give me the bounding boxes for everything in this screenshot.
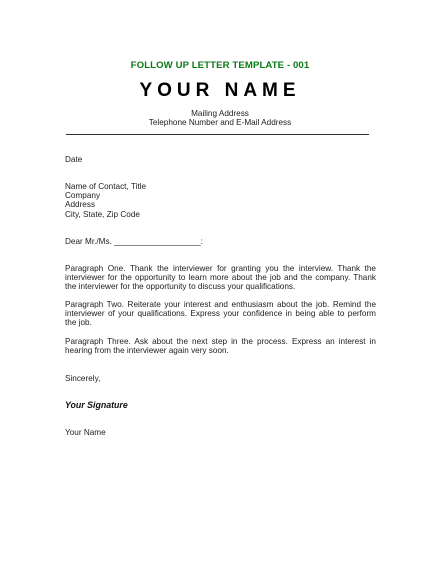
recipient-contact-name-title: Name of Contact, Title bbox=[65, 182, 146, 191]
recipient-address: Address bbox=[65, 200, 96, 210]
signature: Your Signature bbox=[65, 400, 128, 410]
header-divider bbox=[66, 134, 369, 135]
recipient-block bbox=[65, 182, 146, 219]
recipient-city-state-zip: City, State, Zip Code bbox=[65, 209, 140, 219]
mailing-address: Mailing Address bbox=[191, 109, 249, 118]
template-title: FOLLOW UP LETTER TEMPLATE - 001 bbox=[130, 60, 310, 71]
date-line: Date bbox=[65, 155, 83, 164]
paragraph-two: Paragraph Two. Reiterate your interest and enthusiasm about the job. Remind the interviewer of your qualifications. Express your confidence in being able to perform the job. bbox=[65, 300, 376, 328]
closing: Sincerely, bbox=[65, 374, 101, 383]
paragraph-one: Paragraph One. Thank the interviewer for granting you the interview. Thank the interviewer for the opportunity to learn more about the job and the company. Thank the interviewer for the opportunity to discuss your qualifications. bbox=[65, 264, 376, 292]
sender-name-heading: YOUR NAME bbox=[139, 80, 301, 101]
typed-name: Your Name bbox=[65, 428, 106, 437]
salutation: Dear Mr./Ms. ___________________: bbox=[65, 237, 203, 246]
telephone-email: Telephone Number and E-Mail Address bbox=[148, 118, 292, 127]
recipient-company: Company bbox=[65, 191, 101, 201]
paragraph-three: Paragraph Three. Ask about the next step in the process. Express an interest in hearing from the interviewer again very soon. bbox=[65, 337, 376, 356]
